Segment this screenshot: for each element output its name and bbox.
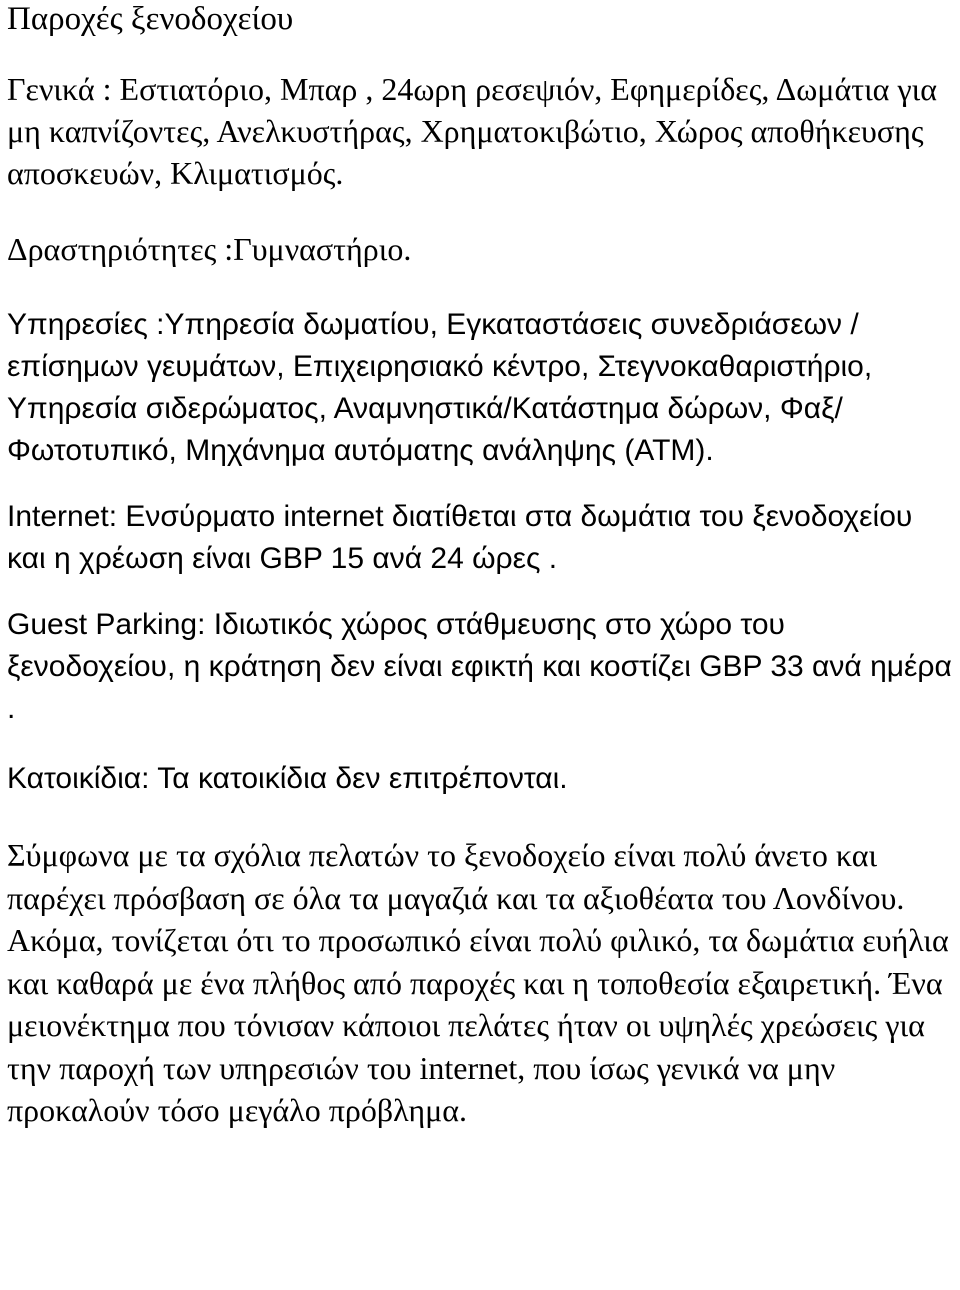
pets-paragraph: Κατοικίδια: Τα κατοικίδια δεν επιτρέπονται. xyxy=(7,762,568,795)
parking-paragraph: Guest Parking: Ιδιωτικός χώρος στάθμευσης στο χώρο του ξενοδοχείου, η κράτηση δεν είναι εφικτή και κοστίζει GBP 33 ανά ημέρα . xyxy=(7,608,952,725)
document-body xyxy=(7,0,957,1132)
general-amenities-paragraph: Γενικά : Εστιατόριο, Μπαρ , 24ωρη ρεσεψιόν, Εφημερίδες, Δωμάτια για μη καπνίζοντες, Ανελκυστήρας, Χρηματοκιβώτιο, Χώρος αποθήκευσης αποσκευών, Κλιματισμός. xyxy=(7,71,937,191)
internet-paragraph: Internet: Ενσύρματο internet διατίθεται στα δωμάτια του ξενοδοχείου και η χρέωση είναι GBP 15 ανά 24 ώρες . xyxy=(7,500,913,575)
activities-paragraph: Δραστηριότητες :Γυμναστήριο. xyxy=(7,231,412,267)
reviews-paragraph: Σύμφωνα με τα σχόλια πελατών το ξενοδοχείο είναι πολύ άνετο και παρέχει πρόσβαση σε όλα τα μαγαζιά και τα αξιοθέατα του Λονδίνου. Ακόμα, τονίζεται ότι το προσωπικό είναι πολύ φιλικό, τα δωμάτια ευήλια και καθαρά με ένα πλήθος από παροχές και η τοποθεσία εξαιρετική. Ένα μειονέκτημα που τόνισαν κάποιοι πελάτες ήταν οι υψηλές χρεώσεις για την παροχή των υπηρεσιών του internet, που ίσως γενικά να μην προκαλούν τόσο μεγάλο πρόβλημα. xyxy=(7,837,949,1128)
services-paragraph: Υπηρεσίες :Υπηρεσία δωματίου, Εγκαταστάσεις συνεδριάσεων / επίσημων γευμάτων, Επιχειρησιακό κέντρο, Στεγνοκαθαριστήριο, Υπηρεσία σιδερώματος, Αναμνηστικά/Κατάστημα δώρων, Φαξ/Φωτοτυπικό, Μηχάνημα αυτόματης ανάληψης (ATM). xyxy=(7,308,873,467)
page-title: Παροχές ξενοδοχείου xyxy=(7,1,294,37)
